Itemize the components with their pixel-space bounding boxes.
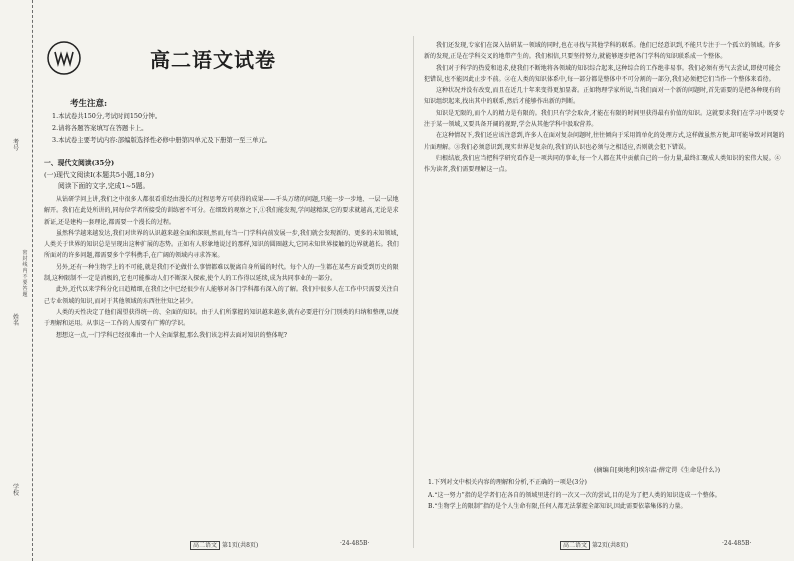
column-divider: [413, 36, 414, 548]
passage-paragraph: 虽然科学越来越发达,我们对世界的认识越来越全面和深刻,然而,每当一门学科向前发展一步,我们就会发现新的、更多的未知领域,人类关于世界的知识总是呈现出这种扩展的态势。正如有人形象地说过的那样,知识的圆圈越大,它同未知世界接触的边界就越长。我们所面对的许多问题,都需要多个学科携手,在广阔的领域内寻求答案。: [44, 229, 399, 260]
footer-subject: 高二语文: [560, 541, 590, 550]
left-footer: [190, 540, 258, 549]
passage-paragraph: 想想这一点,一门学科已经很难由一个人全面掌握,那么我们该怎样去面对知识的整体呢?: [56, 331, 288, 339]
section-heading: 一、现代文阅读(35分): [44, 159, 115, 167]
school-label: 学校: [12, 484, 19, 497]
passage-paragraph: 我们对于科学的热爱和追求,使我们不断地将各领域的知识综合起来,这种综合的工作绝非易事。我们必须有勇气去尝试,即使可能会犯错误,也不能因此止步不前。②在人类的知识体系中,每一部分都是整体中不可分割的一部分,我们必须把它们当作一个整体来看待。: [424, 64, 781, 83]
question-1-options: [428, 490, 786, 536]
emblem-icon: [46, 40, 82, 76]
passage-paragraph: 我们还发现,专家们在深入钻研某一领域的同时,也在寻找与其他学科的联系。他们已经意识到,不能只专注于一个孤立的领域。许多新的发现,正是在学科交叉的地带产生的。我们相信,只要坚持努力,就能够逐步把各门学科的知识联系成一个整体。: [424, 42, 781, 61]
name-label: 姓名: [12, 314, 19, 327]
passage-paragraph: 此外,近代以来学科分化日趋精细,在我们之中已经很少有人能够对各门学科都有深入的了解。我们中很多人在工作中只需要关注自己专业领域的知识,而对于其他领域的东西往往知之甚少。: [44, 286, 399, 305]
exam-title: 高二语文试卷: [150, 48, 276, 72]
footer-page: 第1页(共8页): [221, 542, 259, 549]
notice-item: 1.本试卷共150分,考试时间150分钟。: [52, 112, 162, 120]
footer-page: 第2页(共8页): [591, 542, 629, 549]
passage-paragraph: 知识是无限的,而个人的精力是有限的。我们只有学会取舍,才能在有限的时间里获得最有价值的知识。这就要求我们在学习中既要专注于某一领域,又要具备开阔的视野,学会从其他学科中汲取营养。: [424, 109, 785, 129]
passage-paragraph: 另外,还有一种生物学上的不可能,就是我们不论做什么事情都难以脱离自身所属的时代。每个人的一生都在某些方面受到历史的限制,这种限制不一定是消极的,它也可能推动人们不断深入探索,使个人的工作得以延续,成为共同事业的一部分。: [44, 263, 399, 283]
right-footer-code: ·24-485B·: [722, 540, 752, 547]
left-footer-code: ·24-485B·: [340, 540, 370, 547]
notice-item: 2.请将各题答案填写在答题卡上。: [52, 124, 148, 132]
exam-number-label: 考号: [12, 139, 19, 152]
notice-title: 考生注意:: [70, 99, 108, 109]
right-footer: [560, 540, 628, 549]
passage-paragraph: 从钻研学问上讲,我们之中很多人都很看重经由漫长的过程思考方可获得的成果——千头万绪的问题,只能一步一步地、一层一层地解开。我们在此处所讲的,同每位学者所接受的训练密不可分。在细致的观察之下,①我们能发现,学问越精深,它的要求就越高,无论是求新证,还是建构一套理论,都需要一个漫长的过程。: [44, 196, 399, 226]
subsection-heading: (一)现代文阅读Ⅰ(本题共5小题,18分): [44, 171, 154, 179]
notice-item: 3.本试卷主要考试内容:部编版选择性必修中册第四单元及下册第一至三单元。: [52, 136, 272, 144]
right-passage: [424, 40, 786, 460]
passage-paragraph: 在这种情况下,我们还应该注意到,许多人在面对复杂问题时,往往倾向于采用简单化的处理方式,这样做虽然方便,却可能导致对问题的片面理解。③我们必须意识到,现实世界是复杂的,我们的认识也必须与之相适应,否则就会犯下错误。: [424, 132, 785, 151]
seal-line-text: 密 封 线 内 不 要 答 题: [22, 250, 28, 298]
left-passage: [44, 194, 404, 534]
source-citation: (摘编自[奥地利]埃尔温·薛定谔《生命是什么》): [594, 467, 721, 474]
option-b: B.“生物学上的限制”指的是个人生命有限,任何人都无法掌握全部知识,因此需要依靠集体的力量。: [428, 503, 687, 511]
passage-paragraph: 人类的天性决定了他们渴望获得统一的、全面的知识。由于人们所掌握的知识越来越多,就有必要进行分门别类的归纳和整理,以便于理解和运用。从事这一工作的人需要有广博的学识。: [44, 308, 399, 328]
passage-paragraph: 归根结底,我们应当把科学研究看作是一项共同的事业,每一个人都在其中贡献自己的一份力量,最终汇聚成人类知识的宏伟大厦。④作为读者,我们需要理解这一点。: [424, 154, 781, 174]
option-a: A.“这一努力”指的是学者们在各自的领域里进行的一次又一次的尝试,目的是为了把人类的知识连成一个整体。: [428, 492, 721, 499]
passage-paragraph: 这种状况并没有改变,而且在近几十年来变得更加显著。正如物理学家所说,当我们面对一个新的问题时,首先需要的是把各种现有的知识组织起来,找出其中的联系,然后才能够作出新的判断。: [424, 87, 781, 106]
instruction-text: 阅读下面的文字,完成1~5题。: [58, 182, 150, 190]
footer-subject: 高二语文: [190, 541, 220, 550]
binding-margin: [0, 0, 33, 561]
question-1: 1.下列对文中相关内容的理解和分析,不正确的一项是(3分): [428, 479, 587, 486]
notice-list: [52, 110, 382, 146]
